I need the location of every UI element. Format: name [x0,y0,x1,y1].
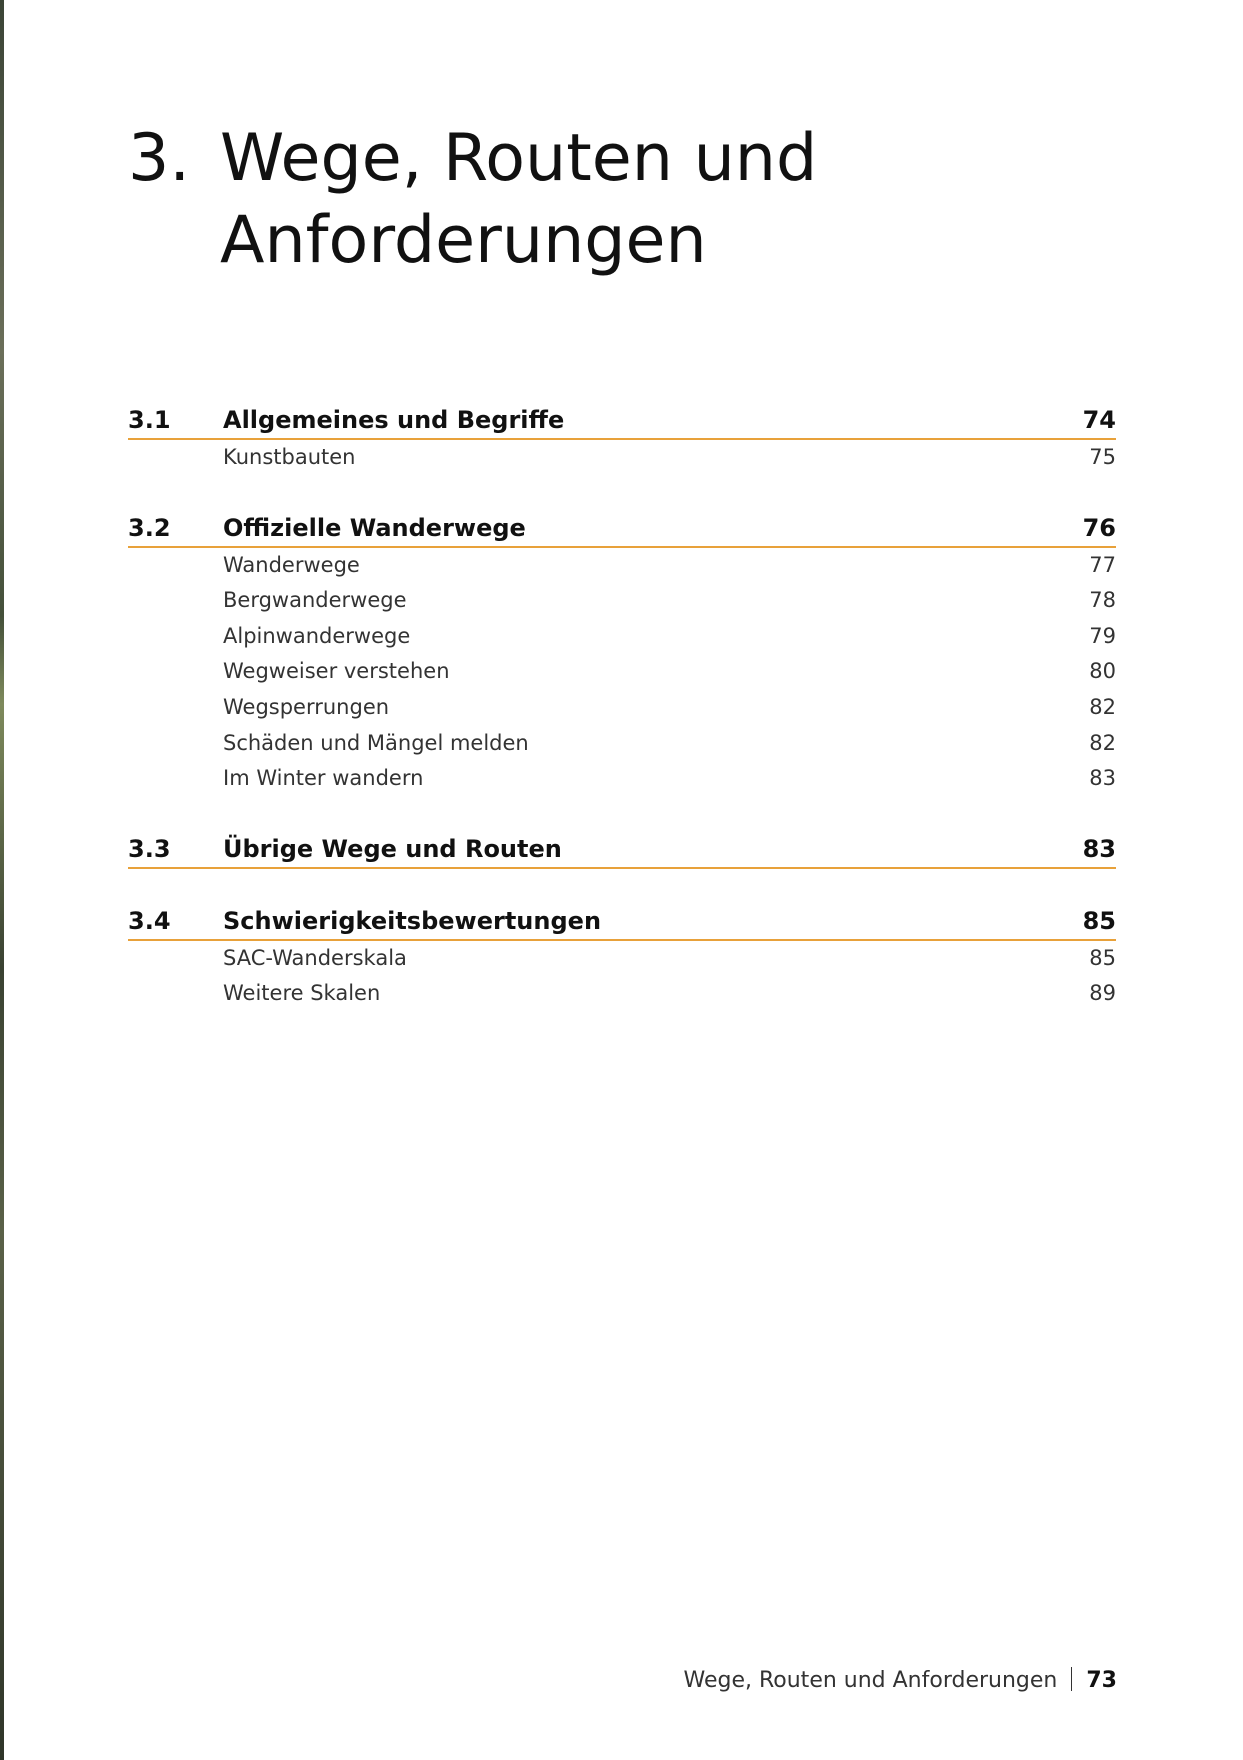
toc-section-heading[interactable] [128,903,1116,941]
chapter-title-text [220,118,1040,282]
subitem-page: 83 [1089,766,1116,791]
section-page: 85 [1082,906,1116,935]
toc-section-3-4 [128,903,1116,1012]
toc-subitem[interactable] [128,654,1116,690]
section-number: 3.2 [128,513,171,542]
table-of-contents [128,402,1116,1046]
section-number: 3.3 [128,834,171,863]
subitem-page: 80 [1089,659,1116,684]
section-page: 76 [1082,513,1116,542]
running-title: Wege, Routen und Anforderungen [683,1668,1058,1693]
chapter-number: 3. [128,121,191,196]
subitem-title: Wegweiser verstehen [223,659,450,684]
toc-subitem[interactable] [128,619,1116,655]
subitem-title: Wanderwege [223,552,360,577]
toc-subitem[interactable] [128,690,1116,726]
toc-subitem[interactable] [128,583,1116,619]
toc-section-heading[interactable] [128,510,1116,548]
subsection-list [128,941,1116,1012]
toc-subitem[interactable] [128,941,1116,977]
toc-subitem[interactable] [128,548,1116,584]
subitem-page: 75 [1089,445,1116,469]
chapter-title-line1: Wege, Routen und [220,121,818,196]
subitem-title: SAC-Wanderskala [223,945,407,970]
toc-section-3-3 [128,831,1116,869]
toc-section-3-1 [128,402,1116,476]
chapter-title-line2: Anforderungen [220,203,707,278]
section-title: Offizielle Wanderwege [223,513,526,542]
subitem-title: Im Winter wandern [223,766,424,791]
section-page: 83 [1082,834,1116,863]
subsection-list [128,548,1116,797]
subsection-list [128,440,1116,476]
subitem-page: 89 [1089,981,1116,1006]
subitem-page: 85 [1089,945,1116,970]
subitem-title: Schäden und Mängel melden [223,730,529,755]
toc-section-3-2 [128,510,1116,797]
section-title: Schwierigkeitsbewertungen [223,906,602,935]
toc-section-heading[interactable] [128,831,1116,869]
section-title: Allgemeines und Begriffe [223,406,565,434]
toc-subitem[interactable] [128,761,1116,797]
page-number: 73 [1086,1668,1117,1693]
subitem-title: Wegsperrungen [223,694,390,719]
subitem-title: Kunstbauten [223,445,356,469]
section-title: Übrige Wege und Routen [223,834,562,863]
subitem-title: Alpinwanderwege [223,623,411,648]
section-number: 3.1 [128,406,171,434]
subitem-page: 77 [1089,552,1116,577]
toc-section-heading[interactable] [128,402,1116,440]
toc-subitem[interactable] [128,976,1116,1012]
subitem-title: Bergwanderwege [223,588,407,613]
subitem-page: 82 [1089,694,1116,719]
page-edge-strip [0,0,4,1760]
toc-subitem[interactable] [128,726,1116,762]
subitem-page: 82 [1089,730,1116,755]
footer-separator [1071,1667,1072,1691]
subitem-page: 79 [1089,623,1116,648]
section-page: 74 [1082,406,1116,434]
section-number: 3.4 [128,906,171,935]
toc-subitem[interactable] [128,440,1116,476]
page-footer [684,1664,1118,1698]
subitem-title: Weitere Skalen [223,981,381,1006]
subitem-page: 78 [1089,588,1116,613]
